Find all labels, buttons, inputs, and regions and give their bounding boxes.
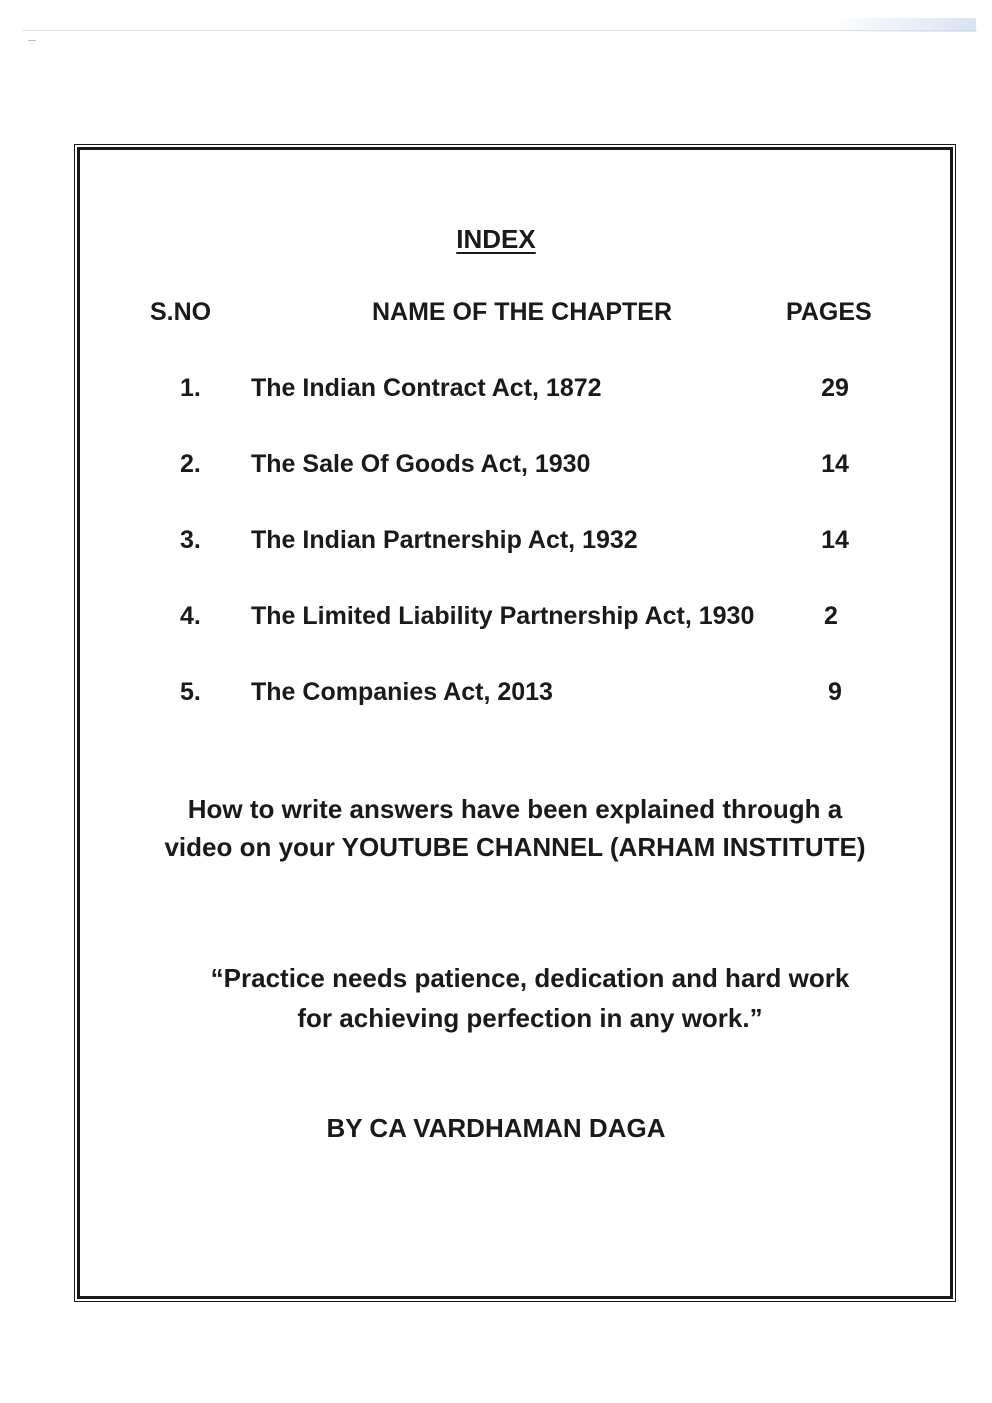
scan-edge-tint	[826, 18, 976, 32]
column-header-sno: S.NO	[150, 298, 212, 326]
row-chapter: The Indian Contract Act, 1872	[251, 374, 602, 402]
row-chapter: The Indian Partnership Act, 1932	[251, 526, 638, 554]
motivational-quote	[150, 958, 910, 1038]
row-pages: 2	[824, 602, 838, 630]
quote-line1: “Practice needs patience, dedication and hard work	[210, 963, 850, 993]
row-number: 3.	[180, 526, 201, 554]
scan-mark	[28, 40, 36, 41]
index-title-text: INDEX	[456, 224, 536, 254]
row-pages: 14	[821, 526, 849, 554]
row-pages: 29	[821, 374, 849, 402]
row-number: 4.	[180, 602, 201, 630]
index-row	[0, 602, 992, 636]
column-header-pages: PAGES	[786, 298, 872, 326]
column-header-chapter: NAME OF THE CHAPTER	[372, 298, 672, 326]
index-row	[0, 678, 992, 712]
quote-line2: for achieving perfection in any work.”	[297, 1003, 763, 1033]
row-pages: 9	[828, 678, 842, 706]
row-number: 2.	[180, 450, 201, 478]
row-pages: 14	[821, 450, 849, 478]
row-chapter: The Sale Of Goods Act, 1930	[251, 450, 591, 478]
row-number: 5.	[180, 678, 201, 706]
youtube-note	[120, 790, 910, 866]
index-row	[0, 450, 992, 484]
index-title	[0, 224, 992, 255]
index-row	[0, 374, 992, 408]
row-number: 1.	[180, 374, 201, 402]
youtube-note-line1: How to write answers have been explained through a	[187, 794, 843, 824]
row-chapter: The Companies Act, 2013	[251, 678, 553, 706]
row-chapter: The Limited Liability Partnership Act, 1930	[251, 602, 755, 630]
youtube-note-line2: video on your YOUTUBE CHANNEL (ARHAM INSTITUTE)	[164, 832, 866, 862]
author-credit: BY CA VARDHAMAN DAGA	[326, 1113, 666, 1143]
index-row	[0, 526, 992, 560]
